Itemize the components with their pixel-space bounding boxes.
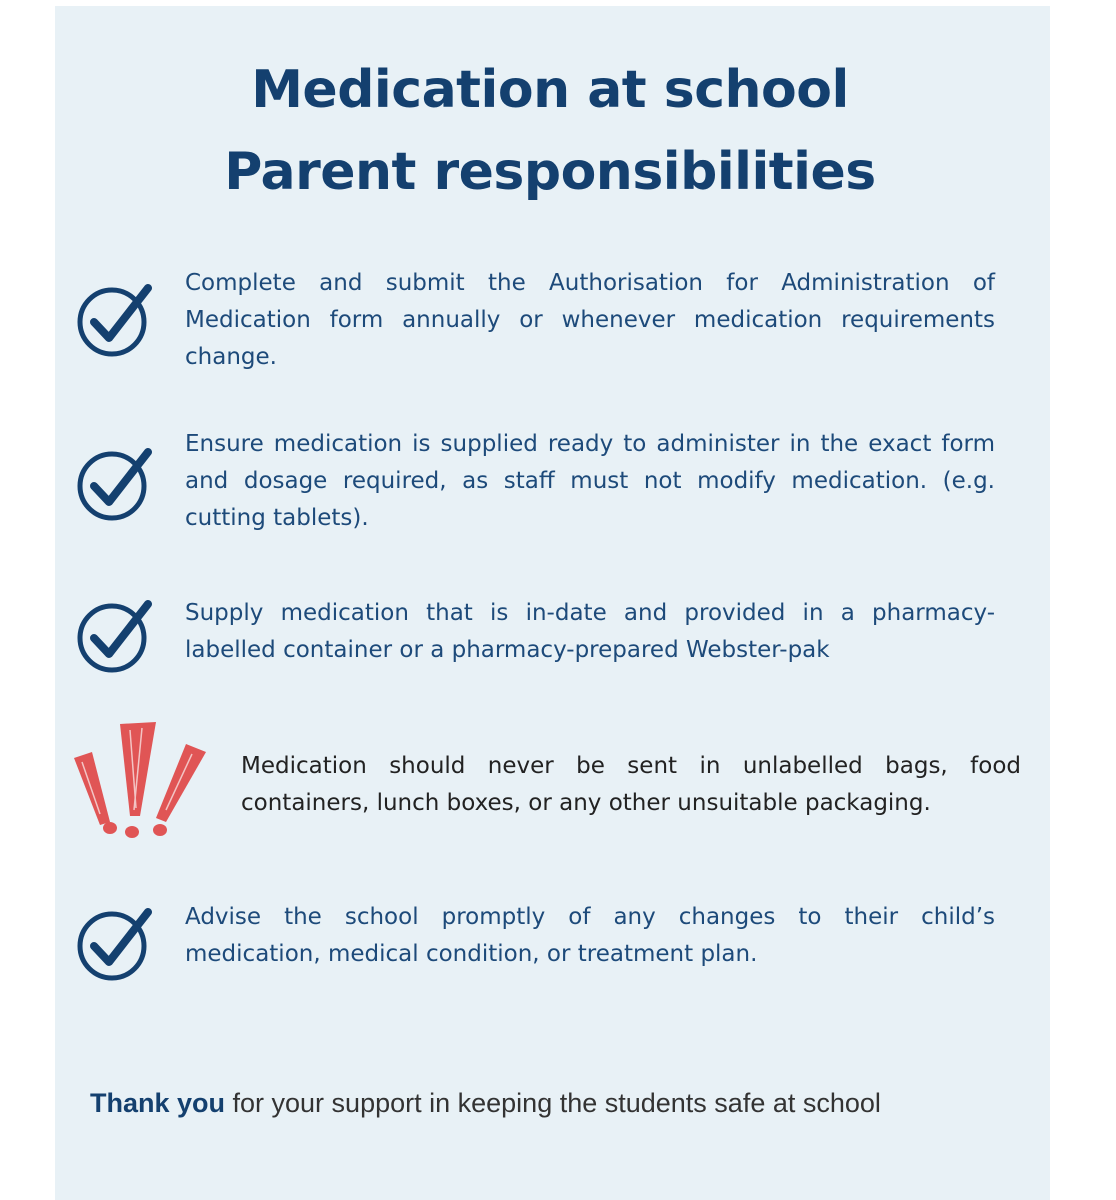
checkmark-circle-icon — [76, 598, 152, 674]
thank-you-emphasis: Thank you — [90, 1088, 226, 1118]
page-title-line-2: Parent responsibilities — [224, 142, 876, 202]
exclamation-marks-icon — [70, 718, 210, 840]
thank-you-message: for your support in keeping the students safe at school — [225, 1088, 881, 1118]
thank-you-footer — [90, 1088, 1050, 1119]
checkmark-circle-icon — [76, 446, 152, 522]
checkmark-circle-icon — [76, 906, 152, 982]
responsibility-item-in-date-labelled: Supply medication that is in-date and provided in a pharmacy-labelled container or a pharmacy-prepared Webster-pak — [185, 600, 995, 663]
responsibility-item-ready-to-administer: Ensure medication is supplied ready to administer in the exact form and dosage required, as staff must not modify medication. (e.g. cutting tablets). — [185, 431, 995, 531]
checkmark-circle-icon — [76, 282, 152, 358]
warning-packaging-note: Medication should never be sent in unlabelled bags, food containers, lunch boxes, or any other unsuitable packaging. — [241, 753, 1021, 816]
page-title-line-1: Medication at school — [251, 60, 849, 120]
responsibility-item-advise-changes: Advise the school promptly of any changes to their child’s medication, medical condition, or treatment plan. — [185, 904, 995, 967]
responsibility-item-submit-form: Complete and submit the Authorisation for Administration of Medication form annually or whenever medication requirements change. — [185, 270, 995, 370]
